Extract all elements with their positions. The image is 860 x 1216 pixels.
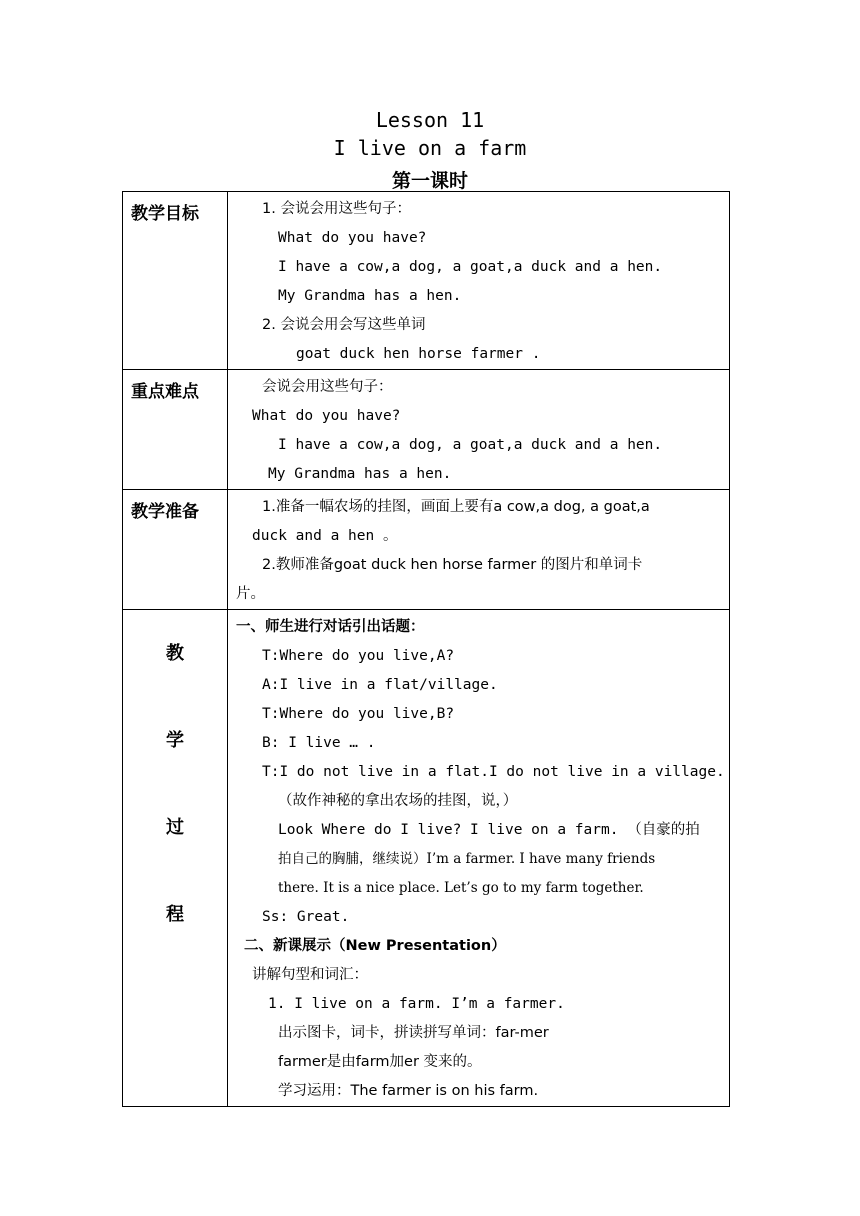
process-line: 讲解句型和词汇： [252,967,368,983]
process-line: 1. I live on a farm. I’m a farmer. [268,996,565,1012]
lesson-period: 第一课时 [391,170,468,192]
process-label-char: 学 [166,730,184,751]
process-content [228,610,730,1107]
process-line: Ss: Great. [262,909,350,925]
preparation-content [228,490,730,610]
keypoints-line: 会说会用这些句子： [262,379,393,395]
objectives-line: My Grandma has a hen. [278,288,462,304]
process-line: T:I do not live in a flat.I do not live in a village. [262,764,725,780]
preparation-row [123,490,730,610]
objectives-line: What do you have? [278,230,427,246]
lesson-number: Lesson 11 [375,108,485,132]
lesson-title: I live on a farm [333,136,527,160]
keypoints-label: 重点难点 [123,370,228,490]
preparation-label: 教学准备 [123,490,228,610]
keypoints-line: What do you have? [252,408,401,424]
preparation-line: 1.准备一幅农场的挂图，画面上要有a cow,a dog, a goat,a [262,499,650,515]
process-line: 拍自己的胸脯，继续说）I’m a farmer. I have many friends [278,851,656,867]
process-label [123,610,228,1107]
keypoints-line: I have a cow,a dog, a goat,a duck and a hen. [278,437,663,453]
objectives-row [123,192,730,370]
process-line: there. It is a nice place. Let’s go to my farm together. [278,880,644,896]
preparation-line: 2.教师准备goat duck hen horse farmer 的图片和单词卡 [262,557,643,573]
keypoints-content [228,370,730,490]
process-heading: 一、师生进行对话引出话题： [236,619,425,635]
preparation-line: duck and a hen 。 [252,528,398,544]
objectives-line: I have a cow,a dog, a goat,a duck and a hen. [278,259,663,275]
objectives-line: 1. 会说会用这些句子： [262,201,411,217]
process-line: Look Where do I live? I live on a farm. （自豪的拍 [278,822,700,838]
process-line: T:Where do you live,A? [262,648,455,664]
process-line: farmer是由farm加er 变来的。 [278,1054,482,1070]
objectives-content [228,192,730,370]
process-line: T:Where do you live,B? [262,706,455,722]
objectives-line: goat duck hen horse farmer . [296,346,541,362]
process-row [123,610,730,1107]
process-label-char: 过 [166,817,184,838]
process-heading: 二、新课展示（New Presentation） [244,938,506,954]
preparation-line: 片。 [236,586,265,602]
process-line: （故作神秘的拿出农场的挂图，说，） [278,793,518,809]
objectives-label: 教学目标 [123,192,228,370]
process-line: A:I live in a flat/village. [262,677,498,693]
process-line: 学习运用：The farmer is on his farm. [278,1083,539,1099]
lesson-plan-table [122,191,730,1107]
keypoints-row [123,370,730,490]
keypoints-line: My Grandma has a hen. [268,466,452,482]
process-label-char: 教 [166,643,184,664]
process-label-char: 程 [166,904,184,925]
process-line: B: I live … . [262,735,376,751]
objectives-line: 2. 会说会用会写这些单词 [262,317,426,333]
process-line: 出示图卡，词卡，拼读拼写单词：far-mer [278,1025,549,1041]
